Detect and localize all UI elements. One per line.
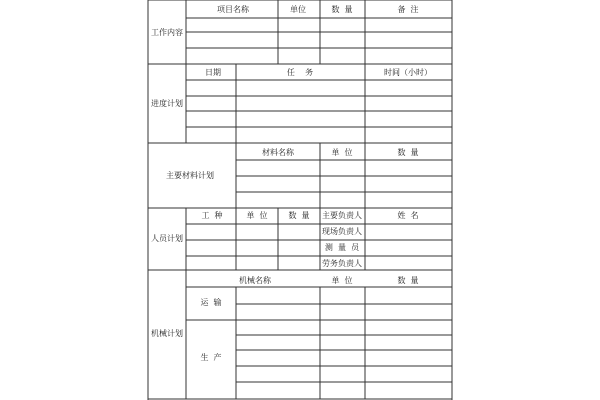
- staff-header-trade: 工 种: [201, 211, 223, 220]
- machinery-header-quantity: 数 量: [397, 276, 419, 285]
- staff-role-principal: 主要负责人: [322, 211, 362, 220]
- staff-role-surveyor: 测 量 员: [324, 243, 360, 252]
- staff-header-unit: 单 位: [246, 211, 268, 220]
- machinery-header-name: 机械名称: [239, 276, 271, 285]
- staff-section-label: 人员计划: [151, 234, 183, 243]
- work-header-remarks: 备 注: [397, 5, 419, 14]
- work-header-quantity: 数 量: [331, 5, 353, 14]
- work-header-item-name: 项目名称: [217, 5, 249, 14]
- machinery-group-production: 生 产: [200, 353, 222, 362]
- work-header-unit: 单位: [290, 5, 306, 14]
- materials-header-quantity: 数 量: [397, 148, 419, 157]
- materials-header-name: 材料名称: [262, 148, 294, 157]
- schedule-header-date: 日期: [205, 68, 221, 77]
- work-section-label: 工作内容: [151, 28, 183, 37]
- schedule-header-hours: 时间（小时）: [384, 68, 432, 77]
- machinery-section-label: 机械计划: [151, 329, 183, 338]
- staff-header-name: 姓 名: [397, 211, 419, 220]
- schedule-section-label: 进度计划: [151, 99, 183, 108]
- machinery-group-transport: 运 输: [200, 298, 222, 307]
- staff-role-site-manager: 现场负责人: [322, 227, 362, 236]
- machinery-header-unit: 单 位: [331, 276, 353, 285]
- materials-header-unit: 单 位: [331, 148, 353, 157]
- staff-header-quantity: 数 量: [288, 211, 310, 220]
- materials-section-label: 主要材料计划: [166, 171, 214, 180]
- staff-role-labor-manager: 劳务负责人: [322, 259, 362, 268]
- schedule-header-task: 任 务: [286, 68, 314, 77]
